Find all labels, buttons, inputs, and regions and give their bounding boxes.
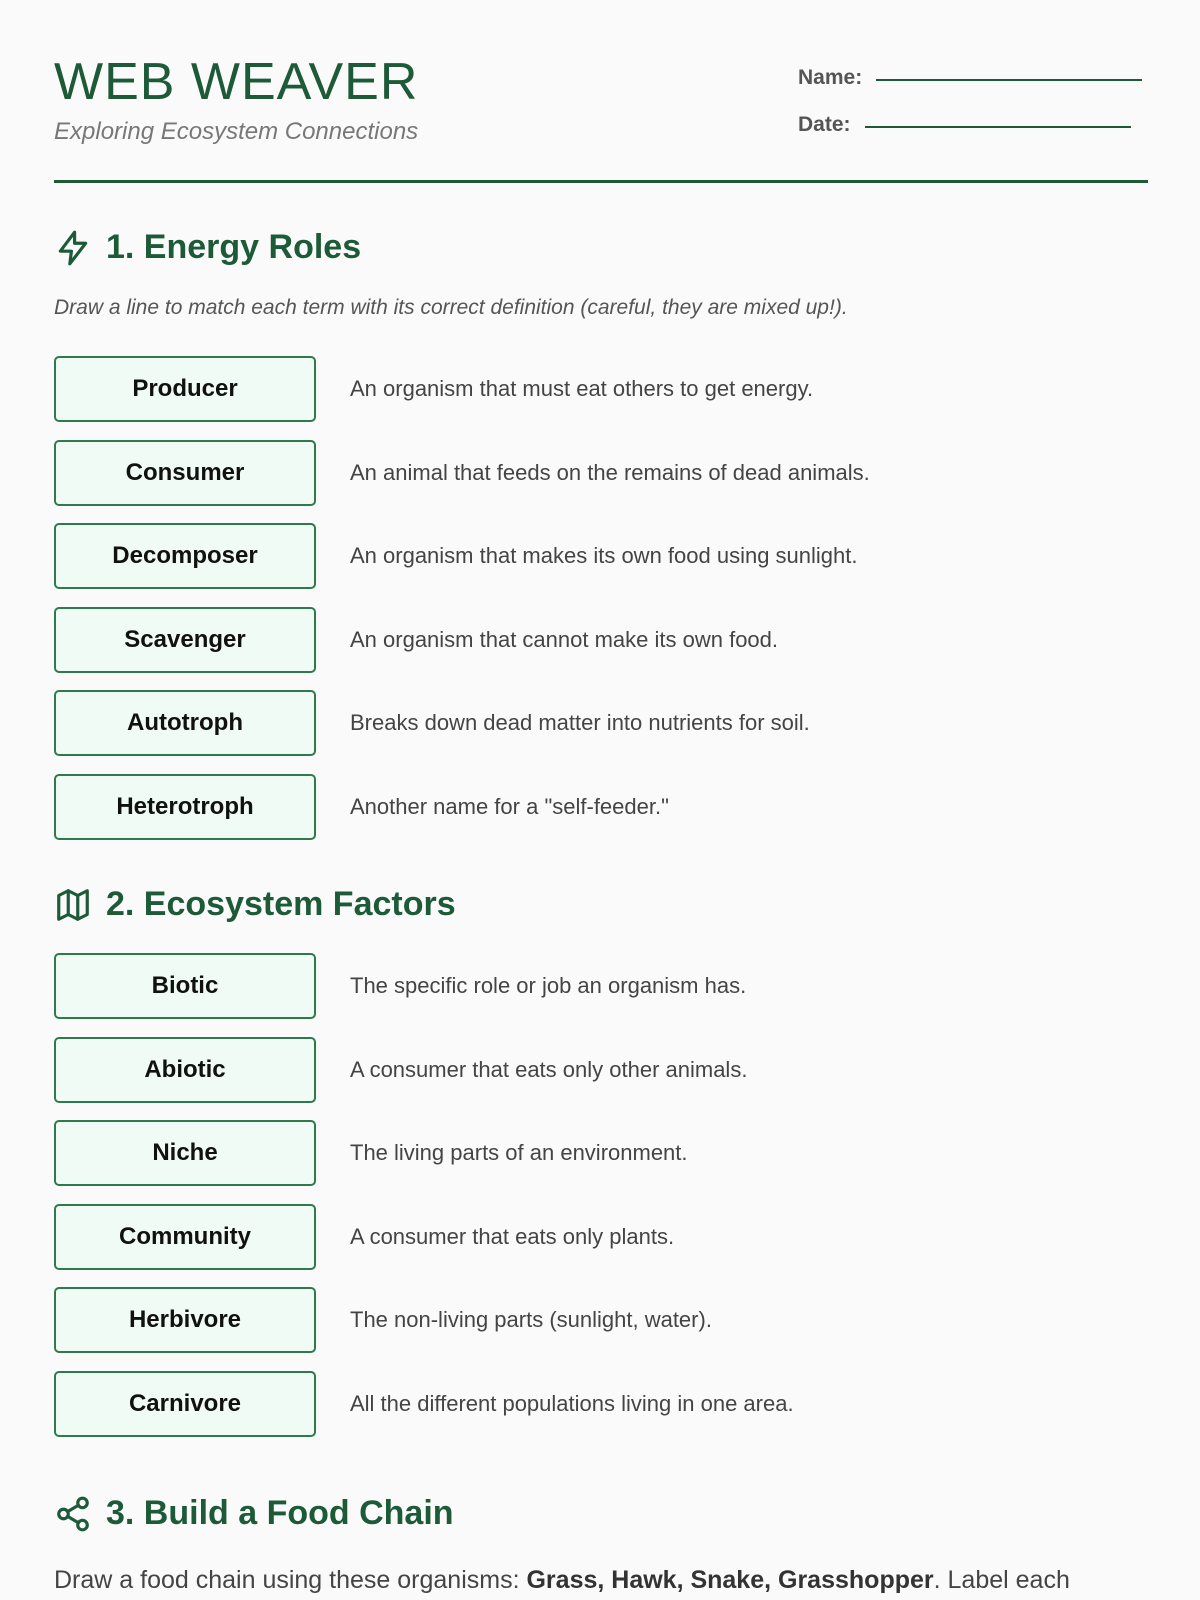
matching-row [54,1285,794,1355]
section-instructions: Draw a line to match each term with its correct definition (careful, they are mixed up!). [54,296,848,319]
matching-row [54,1369,794,1439]
matching-row [54,605,870,675]
definition-text[interactable]: A consumer that eats only plants. [350,1223,675,1249]
section-food-chain-title [54,1494,454,1533]
definition-text[interactable]: The specific role or job an organism has. [350,973,747,998]
share-nodes-icon [54,1495,92,1533]
name-label: Name: [798,66,863,89]
term-box[interactable]: Carnivore [54,1371,316,1437]
term-box[interactable]: Scavenger [54,607,316,673]
matching-row [54,438,870,508]
map-icon [54,886,92,924]
definition-text[interactable]: The living parts of an environment. [350,1140,688,1165]
matching-row [54,1202,794,1272]
definition-text[interactable]: A consumer that eats only other animals. [350,1056,748,1082]
definition-text[interactable]: An organism that cannot make its own food. [350,626,779,652]
definition-text[interactable]: Breaks down dead matter into nutrients for soil. [350,710,810,735]
food-chain-instructions [54,1566,1070,1595]
name-field[interactable] [798,66,1142,90]
term-box[interactable]: Heterotroph [54,774,316,840]
worksheet-header [54,0,1148,184]
matching-row [54,521,870,591]
energy-roles-list [54,354,870,855]
section-ecosystem-factors-title [54,885,456,924]
definition-text[interactable]: Another name for a "self-feeder." [350,793,669,819]
definition-text[interactable]: An organism that must eat others to get energy. [350,376,814,401]
section-title-text: 2. Ecosystem Factors [106,885,456,923]
ecosystem-factors-list [54,951,794,1452]
date-field[interactable] [798,113,1131,137]
name-line[interactable] [876,79,1142,81]
matching-row [54,772,870,842]
matching-row [54,688,870,758]
date-line[interactable] [865,126,1131,128]
term-box[interactable]: Decomposer [54,523,316,589]
matching-row [54,1035,794,1105]
term-box[interactable]: Niche [54,1120,316,1186]
term-box[interactable]: Autotroph [54,690,316,756]
header-divider [54,180,1148,183]
section-title-text: 3. Build a Food Chain [106,1494,454,1532]
matching-row [54,354,870,424]
term-box[interactable]: Abiotic [54,1037,316,1103]
worksheet-subtitle: Exploring Ecosystem Connections [54,118,419,145]
term-box[interactable]: Producer [54,356,316,422]
food-chain-text-after: . Label each [933,1566,1070,1594]
matching-row [54,1118,794,1188]
definition-text[interactable]: An organism that makes its own food using sunlight. [350,543,858,568]
term-box[interactable]: Consumer [54,440,316,506]
term-box[interactable]: Community [54,1204,316,1270]
term-box[interactable]: Herbivore [54,1287,316,1353]
definition-text[interactable]: The non-living parts (sunlight, water). [350,1307,712,1332]
matching-row [54,951,794,1021]
food-chain-organisms: Grass, Hawk, Snake, Grasshopper [526,1566,934,1594]
definition-text[interactable]: An animal that feeds on the remains of dead animals. [350,459,870,485]
date-label: Date: [798,113,851,136]
food-chain-text-before: Draw a food chain using these organisms: [54,1566,527,1594]
term-box[interactable]: Biotic [54,953,316,1019]
lightning-icon [54,229,92,267]
worksheet-title: WEB WEAVER [54,53,419,111]
worksheet-page [54,0,1148,1594]
definition-text[interactable]: All the different populations living in one area. [350,1390,794,1416]
section-title-text: 1. Energy Roles [106,228,362,266]
section-energy-roles-title [54,228,361,267]
